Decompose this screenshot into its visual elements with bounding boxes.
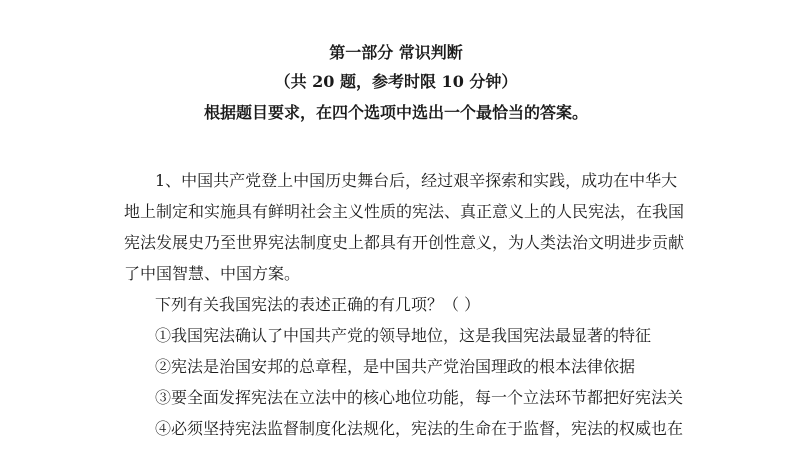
statement-2: ②宪法是治国安邦的总章程，是中国共产党治国理政的根本法律依据 <box>155 357 636 376</box>
question-stem-line: 1、中国共产党登上中国历史舞台后，经过艰辛探索和实践，成功在中华大 <box>155 171 678 190</box>
statement-4: ④必须坚持宪法监督制度化法规化，宪法的生命在于监督，宪法的权威也在 <box>155 419 684 438</box>
section-subtitle: （共 20 题，参考时限 10 分钟） <box>274 72 518 91</box>
instruction-text: 根据题目要求，在四个选项中选出一个最恰当的答案。 <box>203 103 588 122</box>
statement-3: ③要全面发挥宪法在立法中的核心地位功能，每一个立法环节都把好宪法关 <box>155 388 684 407</box>
statement-1: ①我国宪法确认了中国共产党的领导地位，这是我国宪法最显著的特征 <box>155 326 652 345</box>
question-stem-line: 宪法发展史乃至世界宪法制度史上都具有开创性意义，为人类法治文明进步贡献 <box>124 233 685 252</box>
section-title: 第一部分 常识判断 <box>329 43 463 62</box>
question-stem-line: 地上制定和实施具有鲜明社会主义性质的宪法、真正意义上的人民宪法，在我国 <box>124 202 685 221</box>
question-stem-line: 了中国智慧、中国方案。 <box>124 264 301 283</box>
question-prompt: 下列有关我国宪法的表述正确的有几项？（ ） <box>155 295 481 314</box>
